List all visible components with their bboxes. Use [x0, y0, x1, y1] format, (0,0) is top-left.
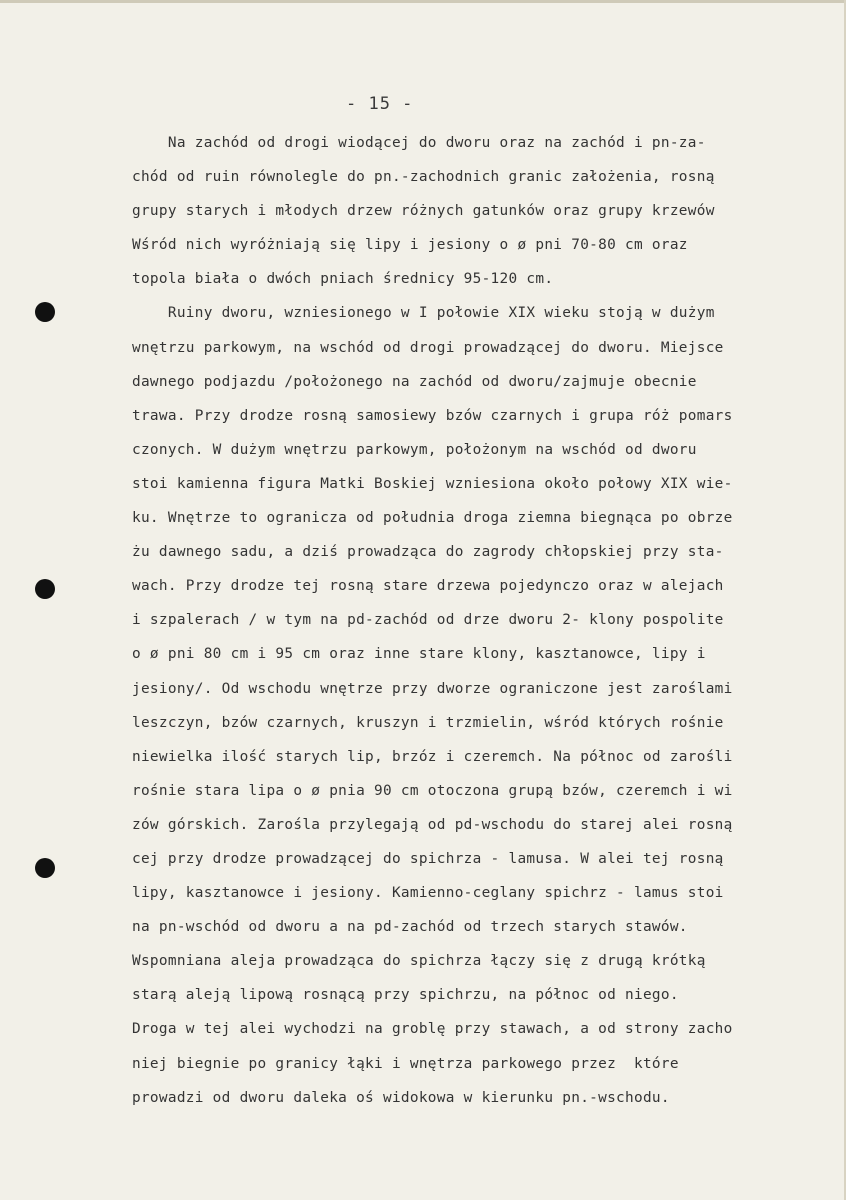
text-line: wach. Przy drodze tej rosną stare drzewa pojedynczo oraz w alejach	[132, 578, 724, 595]
text-line: ku. Wnętrze to ogranicza od południa droga ziemna biegnąca po obrze	[132, 510, 733, 527]
text-line: zów górskich. Zarośla przylegają od pd-wschodu do starej alei rosną	[132, 816, 733, 833]
text-line: Wśród nich wyróżniają się lipy i jesiony o ø pni 70-80 cm oraz	[132, 237, 688, 254]
body-text	[132, 126, 846, 1115]
text-line: stoi kamienna figura Matki Boskiej wzniesiona około połowy XIX wie-	[132, 475, 733, 492]
punch-hole-middle	[35, 579, 55, 599]
page-number: - 15 -	[346, 94, 414, 114]
text-line: niej biegnie po granicy łąki i wnętrza parkowego przez które	[132, 1055, 679, 1072]
text-line: chód od ruin równolegle do pn.-zachodnich granic założenia, rosną	[132, 169, 715, 186]
text-line: Na zachód od drogi wiodącej do dworu oraz na zachód i pn-za-	[132, 135, 706, 151]
scan-edge-top	[0, 0, 846, 3]
text-line: żu dawnego sadu, a dziś prowadząca do zagrody chłopskiej przy sta-	[132, 544, 724, 561]
text-line: topola biała o dwóch pniach średnicy 95-120 cm.	[132, 271, 554, 288]
text-line: wnętrzu parkowym, na wschód od drogi prowadzącej do dworu. Miejsce	[132, 339, 724, 356]
text-line: Wspomniana aleja prowadząca do spichrza łączy się z drugą krótką	[132, 953, 706, 970]
punch-hole-top	[35, 302, 55, 322]
text-line: niewielka ilość starych lip, brzóz i czeremch. Na północ od zarośli	[132, 748, 733, 765]
text-line: rośnie stara lipa o ø pnia 90 cm otoczona grupą bzów, czeremch i wi	[132, 782, 733, 799]
text-line: Ruiny dworu, wzniesionego w I połowie XIX wieku stoją w dużym	[132, 305, 715, 322]
text-line: starą aleją lipową rosnącą przy spichrzu, na północ od niego.	[132, 987, 679, 1004]
punch-hole-bottom	[35, 858, 55, 878]
text-line: na pn-wschód od dworu a na pd-zachód od trzech starych stawów.	[132, 919, 688, 936]
text-line: czonych. W dużym wnętrzu parkowym, położonym na wschód od dworu	[132, 441, 697, 458]
text-line: i szpalerach / w tym na pd-zachód od drze dworu 2- klony pospolite	[132, 612, 724, 629]
text-line: cej przy drodze prowadzącej do spichrza - lamusa. W alei tej rosną	[132, 850, 724, 867]
text-line: jesiony/. Od wschodu wnętrze przy dworze ograniczone jest zaroślami	[132, 680, 733, 697]
text-line: grupy starych i młodych drzew różnych gatunków oraz grupy krzewów	[132, 203, 715, 220]
text-line: dawnego podjazdu /położonego na zachód od dworu/zajmuje obecnie	[132, 373, 697, 390]
text-line: o ø pni 80 cm i 95 cm oraz inne stare klony, kasztanowce, lipy i	[132, 646, 706, 663]
text-line: trawa. Przy drodze rosną samosiewy bzów czarnych i grupa róż pomars	[132, 407, 733, 424]
text-line: Droga w tej alei wychodzi na groblę przy stawach, a od strony zacho	[132, 1021, 733, 1038]
text-line: lipy, kasztanowce i jesiony. Kamienno-ceglany spichrz - lamus stoi	[132, 885, 724, 902]
text-line: leszczyn, bzów czarnych, kruszyn i trzmielin, wśród których rośnie	[132, 714, 724, 731]
text-line: prowadzi od dworu daleka oś widokowa w kierunku pn.-wschodu.	[132, 1089, 670, 1106]
